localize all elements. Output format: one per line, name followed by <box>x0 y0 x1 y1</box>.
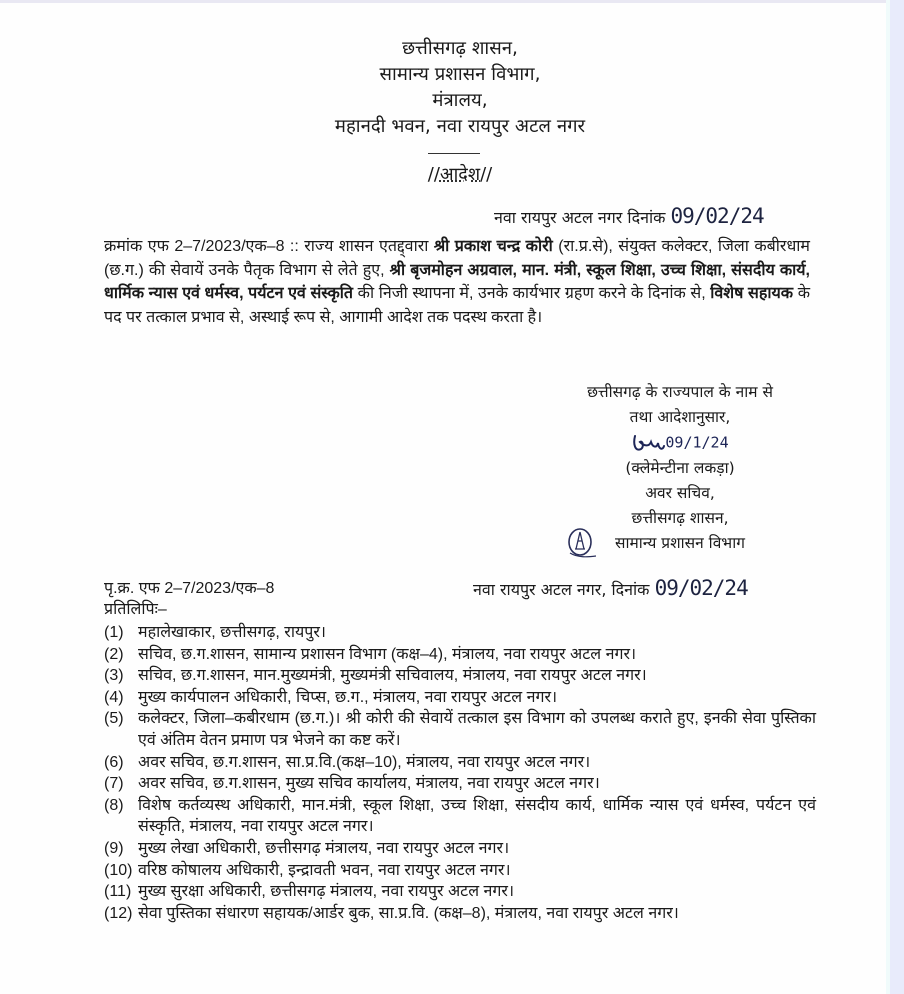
recipient-text: कलेक्टर, जिला–कबीरधाम (छ.ग.)। श्री कोरी की सेवायें तत्काल इस विभाग को उपलब्ध कराते हुए, इनकी सेवा पुस्तिका एवं अंतिम वेतन प्रमाण पत्र भेजने का कष्ट करें। <box>138 710 816 749</box>
recipient-text: अवर सचिव, छ.ग.शासन, सा.प्र.वि.(कक्ष–10), मंत्रालय, नवा रायपुर अटल नगर। <box>138 753 591 771</box>
letterhead-address: महानदी भवन, नवा रायपुर अटल नगर <box>334 116 586 137</box>
recipient-text: मुख्य लेखा अधिकारी, छत्तीसगढ़ मंत्रालय, नवा रायपुर अटल नगर। <box>138 839 510 857</box>
recipient-text: सचिव, छ.ग.शासन, सामान्य प्रशासन विभाग (कक्ष–4), मंत्रालय, नवा रायपुर अटल नगर। <box>138 645 637 663</box>
letterhead <box>240 36 680 140</box>
order-body-part4: के पद पर तत्काल प्रभाव से, अस्थाई रूप से, आगामी आदेश तक पदस्थ करता है। <box>104 285 811 326</box>
recipient-text: सेवा पुस्तिका संधारण सहायक/आर्डर बुक, सा.प्र.वि. (कक्ष–8), मंत्रालय, नवा रायपुर अटल नगर। <box>138 904 679 922</box>
order-body <box>104 235 810 329</box>
recipient-text: वरिष्ठ कोषालय अधिकारी, इन्द्रावती भवन, नवा रायपुर अटल नगर। <box>138 861 511 879</box>
copy-to-label: प्रतिलिपिः– <box>104 601 167 618</box>
recipient-text: मुख्य कार्यपालन अधिकारी, चिप्स, छ.ग., मंत्रालय, नवा रायपुर अटल नगर। <box>138 688 558 706</box>
recipient-number: (9) <box>104 839 124 857</box>
officer-name: श्री प्रकाश चन्द्र कोरी <box>433 238 553 255</box>
endorsement-handwritten-date: 09/02/24 <box>654 576 748 600</box>
signatory-name: (क्लेमेन्टीना लकड़ा) <box>625 459 735 477</box>
recipient-number: (12) <box>104 904 133 922</box>
signature-line <box>540 430 820 456</box>
recipient-item <box>104 881 816 903</box>
recipient-item <box>104 644 816 666</box>
order-heading-suffix: // <box>480 164 493 185</box>
order-handwritten-date: 09/02/24 <box>670 204 764 228</box>
endorsement-date-line <box>473 576 748 600</box>
recipient-text: विशेष कर्तव्यस्थ अधिकारी, मान.मंत्री, स्कूल शिक्षा, उच्च शिक्षा, संसदीय कार्य, धार्मिक न्यास एवं धर्मस्व, पर्यटन एवं संस्कृति, मंत्रालय, नवा रायपुर अटल नगर। <box>138 796 816 836</box>
recipient-number: (5) <box>104 710 124 728</box>
recipient-number: (11) <box>104 883 132 901</box>
letterhead-ministry: मंत्रालय, <box>432 90 488 111</box>
order-heading <box>360 162 560 186</box>
recipient-item <box>104 752 816 774</box>
letterhead-govt: छत्तीसगढ़ शासन, <box>402 38 518 59</box>
signatory-designation: अवर सचिव, <box>645 484 715 502</box>
recipient-text: मुख्य सुरक्षा अधिकारी, छत्तीसगढ़ मंत्रालय, नवा रायपुर अटल नगर। <box>138 883 515 901</box>
recipient-item <box>104 838 816 860</box>
endorsement-date-label: नवा रायपुर अटल नगर, दिनांक <box>473 580 650 599</box>
recipient-number: (6) <box>104 753 124 771</box>
recipient-item <box>104 622 816 644</box>
recipient-number: (7) <box>104 775 124 793</box>
recipient-number: (10) <box>104 861 133 879</box>
recipient-list <box>104 622 816 924</box>
order-body-part1: क्रमांक एफ 2–7/2023/एक–8 :: राज्य शासन एतद्द्वारा <box>104 238 434 255</box>
recipient-item <box>104 773 816 795</box>
order-body-part2: (रा.प्र.से), संयुक्त कलेक्टर, जिला कबीरधाम (छ.ग.) की सेवायें उनके पैतृक विभाग से लेते हुए, <box>104 238 811 279</box>
signatory-govt: छत्तीसगढ़ शासन, <box>631 509 729 527</box>
recipient-number: (8) <box>104 796 124 814</box>
recipient-item <box>104 903 816 925</box>
signatory-department: सामान्य प्रशासन विभाग <box>615 534 745 552</box>
recipient-item <box>104 708 816 751</box>
recipient-number: (1) <box>104 624 124 641</box>
recipient-number: (4) <box>104 688 124 706</box>
recipient-number: (3) <box>104 667 124 685</box>
signature-mark <box>631 430 665 456</box>
minister-name: श्री बृजमोहन अग्रवाल, मान. मंत्री, स्कूल शिक्षा, उच्च शिक्षा, संसदीय कार्य, धार्मिक न्यास एवं धर्मस्व, पर्यटन एवं संस्कृति <box>104 261 810 302</box>
header-divider <box>428 153 480 154</box>
recipient-item <box>104 687 816 709</box>
recipient-text: अवर सचिव, छ.ग.शासन, मुख्य सचिव कार्यालय, मंत्रालय, नवा रायपुर अटल नगर। <box>138 775 600 793</box>
order-date-label: नवा रायपुर अटल नगर दिनांक <box>494 208 666 227</box>
official-stamp-icon <box>566 527 596 559</box>
post-name: विशेष सहायक <box>710 285 794 302</box>
order-body-part3: की निजी स्थापना में, उनके कार्यभार ग्रहण करने के दिनांक से, <box>353 285 711 302</box>
endorsement-reference: पृ.क्र. एफ 2–7/2023/एक–8 <box>104 580 275 597</box>
order-heading-title: आदेश <box>439 164 481 185</box>
right-edge-strip <box>890 0 904 994</box>
recipient-item <box>104 665 816 687</box>
order-heading-prefix: // <box>427 164 440 185</box>
recipient-number: (2) <box>104 645 124 663</box>
letterhead-department: सामान्य प्रशासन विभाग, <box>379 64 541 85</box>
recipient-item <box>104 795 816 838</box>
signature-date: 09/1/24 <box>665 433 729 452</box>
recipient-text: महालेखाकार, छत्तीसगढ़, रायपुर। <box>138 624 326 641</box>
order-date-line <box>494 204 764 228</box>
signature-authority: छत्तीसगढ़ के राज्यपाल के नाम से <box>587 383 773 401</box>
recipient-item <box>104 860 816 882</box>
recipient-text: सचिव, छ.ग.शासन, मान.मुख्यमंत्री, मुख्यमंत्री सचिवालय, मंत्रालय, नवा रायपुर अटल नगर। <box>138 667 647 685</box>
signature-order-note: तथा आदेशानुसार, <box>629 408 731 426</box>
